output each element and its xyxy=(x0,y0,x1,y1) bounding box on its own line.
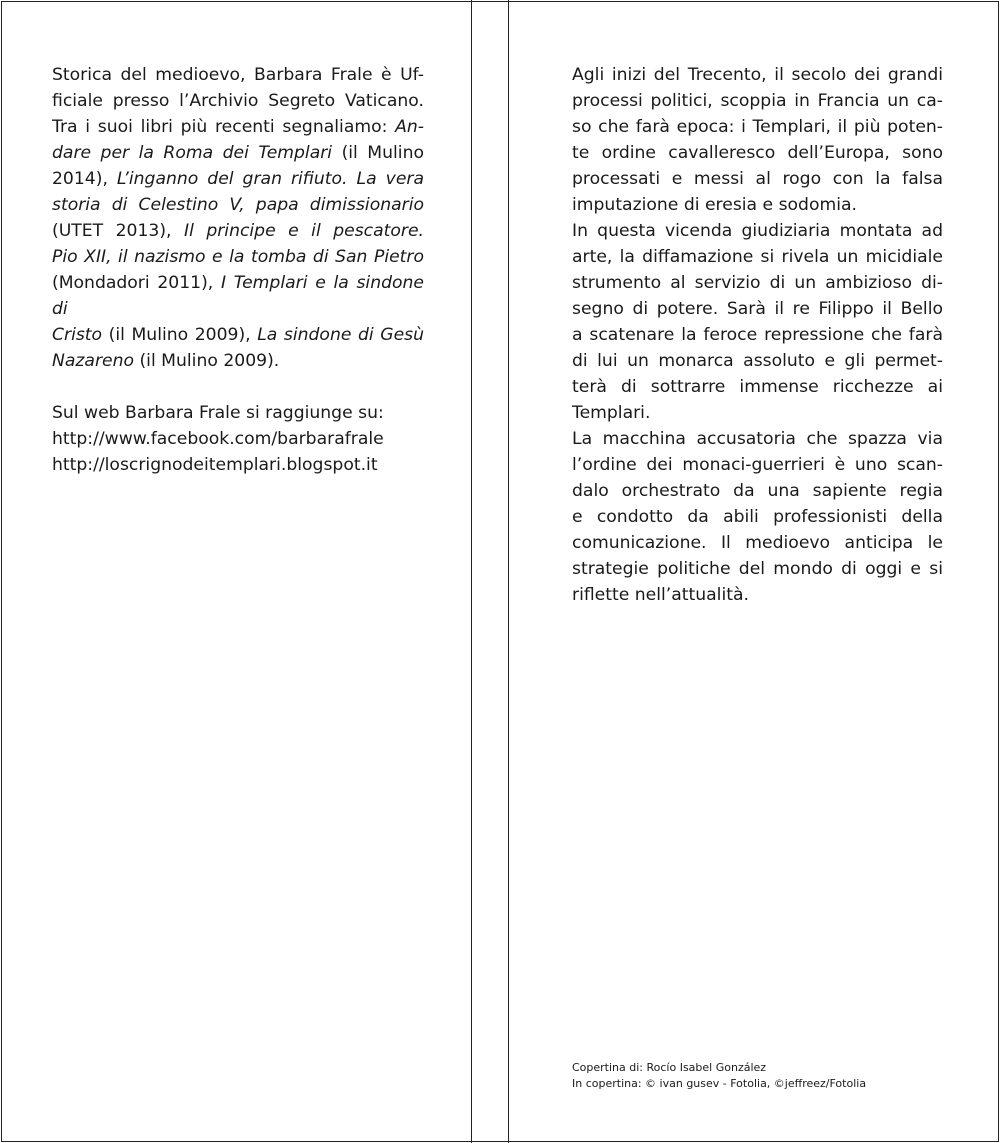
bio-text-segment: 2014), xyxy=(52,169,117,189)
bio-line xyxy=(52,140,424,166)
bio-line xyxy=(52,88,424,114)
bio-line xyxy=(52,270,424,322)
bio-text-segment: (il Mulino 2009), xyxy=(102,325,258,345)
description-line: processi politici, scoppia in Francia un ca- xyxy=(572,91,943,111)
book-title-text: Il principe e il pescatore. xyxy=(184,221,424,241)
web-intro-text: Sul web Barbara Frale si raggiunge su: xyxy=(52,403,384,423)
book-title-text: Nazareno xyxy=(52,351,134,371)
description-line: strategie politiche del mondo di oggi e si xyxy=(572,559,943,579)
cover-credits xyxy=(572,1060,866,1092)
bio-text-segment: Tra i suoi libri più recenti segnaliamo: xyxy=(52,117,396,137)
bio-line xyxy=(52,348,424,374)
bio-text-segment: (UTET 2013), xyxy=(52,221,184,241)
description-line: l’ordine dei monaci-guerrieri è uno scan- xyxy=(572,455,943,475)
bio-line xyxy=(52,244,424,270)
description-line: segno di potere. Sarà il re Filippo il Bello xyxy=(572,299,943,319)
description-line: Templari. xyxy=(572,403,651,423)
bio-text-segment: Storica del medioevo, Barbara Frale è Uf- xyxy=(52,65,424,85)
book-title-text: Pio XII, il nazismo e la tomba di San Pietro xyxy=(52,247,424,267)
book-description-panel xyxy=(572,62,943,608)
bio-line xyxy=(52,322,424,348)
description-line: riflette nell’attualità. xyxy=(572,585,749,605)
bio-line xyxy=(52,218,424,244)
book-description-text xyxy=(572,62,943,608)
description-line: terà di sottrarre immense ricchezze ai xyxy=(572,377,943,397)
book-title-text: An- xyxy=(395,117,424,137)
bio-line xyxy=(52,114,424,140)
author-bio-text xyxy=(52,62,424,374)
bio-line xyxy=(52,192,424,218)
book-title-text: Cristo xyxy=(52,325,103,345)
bio-text-segment: (Mondadori 2011), xyxy=(52,273,221,293)
facebook-link[interactable]: http://www.facebook.com/barbarafrale xyxy=(52,429,384,449)
cover-photo-credit: In copertina: © ivan gusev - Fotolia, ©jeffreez/Fotolia xyxy=(572,1077,867,1090)
description-line: so che farà epoca: i Templari, il più poten- xyxy=(572,117,943,137)
bio-line xyxy=(52,166,424,192)
bio-text-segment: (il Mulino xyxy=(332,143,424,163)
paragraph-gap xyxy=(52,374,424,400)
bio-text-segment: ficiale presso l’Archivio Segreto Vaticano. xyxy=(52,91,424,111)
spine-right-line xyxy=(508,0,509,1143)
description-line: a scatenare la feroce repressione che farà xyxy=(572,325,943,345)
description-line: processati e messi al rogo con la falsa xyxy=(572,169,943,189)
book-title-text: dare per la Roma dei Templari xyxy=(52,143,333,163)
spine-left-line xyxy=(471,0,472,1143)
bio-line xyxy=(52,62,424,88)
cover-designer-credit: Copertina di: Rocío Isabel González xyxy=(572,1061,767,1074)
description-line: dalo orchestrato da una sapiente regia xyxy=(572,481,943,501)
description-line: Agli inizi del Trecento, il secolo dei grandi xyxy=(572,65,943,85)
author-bio-panel xyxy=(52,62,424,478)
description-line: comunicazione. Il medioevo anticipa le xyxy=(572,533,943,553)
description-line: imputazione di eresia e sodomia. xyxy=(572,195,857,215)
description-line: In questa vicenda giudiziaria montata ad xyxy=(572,221,943,241)
description-line: e condotto da abili professionisti della xyxy=(572,507,943,527)
book-title-text: I Templari e la sindone di xyxy=(52,273,424,319)
blog-link[interactable]: http://loscrignodeitemplari.blogspot.it xyxy=(52,455,378,475)
description-line: La macchina accusatoria che spazza via xyxy=(572,429,943,449)
description-line: di lui un monarca assoluto e gli permet- xyxy=(572,351,943,371)
book-title-text: La sindone di Gesù xyxy=(257,325,424,345)
description-line: strumento al servizio di un ambizioso di- xyxy=(572,273,943,293)
bio-text-segment: (il Mulino 2009). xyxy=(134,351,280,371)
book-title-text: L’inganno del gran rifiuto. La vera xyxy=(116,169,424,189)
book-title-text: storia di Celestino V, papa dimissionario xyxy=(52,195,424,215)
description-line: te ordine cavalleresco dell’Europa, sono xyxy=(572,143,943,163)
description-line: arte, la diffamazione si rivela un micidiale xyxy=(572,247,943,267)
